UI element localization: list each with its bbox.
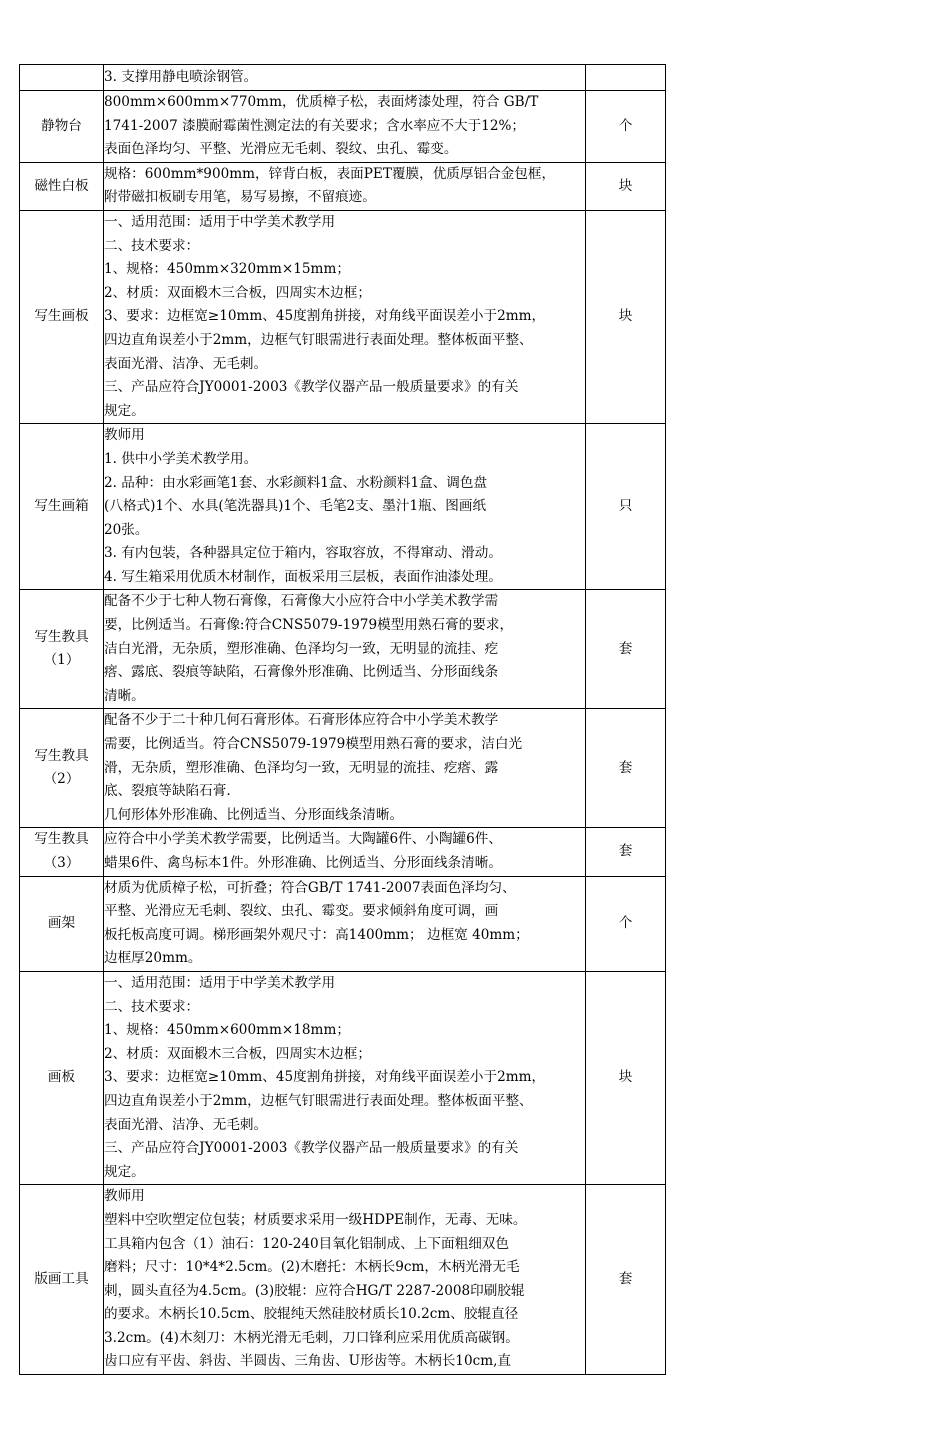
item-spec-cell bbox=[104, 590, 586, 709]
item-name-cell bbox=[20, 971, 104, 1184]
item-name: （2） bbox=[43, 771, 80, 788]
spec-line: 教师用 bbox=[104, 427, 145, 444]
item-unit: 套 bbox=[586, 828, 666, 876]
spec-line: 要，比例适当。石膏像:符合CNS5079-1979模型用熟石膏的要求， bbox=[104, 617, 514, 634]
item-spec-cell bbox=[104, 709, 586, 828]
spec-line: 2. 品种：由水彩画笔1套、水彩颜料1盒、水粉颜料1盒、调色盘 bbox=[104, 474, 488, 491]
spec-line: 4. 写生箱采用优质木材制作，面板采用三层板，表面作油漆处理。 bbox=[104, 568, 502, 585]
table-row bbox=[20, 709, 666, 828]
item-unit: 块 bbox=[586, 162, 666, 210]
spec-line: 洁白光滑，无杂质，塑形准确、色泽均匀一致，无明显的流挂、疙 bbox=[104, 640, 499, 657]
item-unit: 个 bbox=[586, 876, 666, 971]
table-row bbox=[20, 91, 666, 163]
item-name-cell bbox=[20, 876, 104, 971]
item-name-cell bbox=[20, 1185, 104, 1375]
spec-line: 三、产品应符合JY0001-2003《教学仪器产品一般质量要求》的有关 bbox=[104, 1140, 519, 1157]
item-spec-cell bbox=[104, 91, 586, 163]
spec-line: 表面色泽均匀、平整、光滑应无毛刺、裂纹、虫孔、霉变。 bbox=[104, 141, 458, 158]
item-name-cell bbox=[20, 65, 104, 91]
item-name-cell bbox=[20, 91, 104, 163]
item-spec-cell bbox=[104, 162, 586, 210]
spec-line: 教师用 bbox=[104, 1188, 145, 1205]
spec-line: 工具箱内包含（1）油石：120-240目氧化铝制成、上下面粗细双色 bbox=[104, 1235, 509, 1252]
spec-line: 3.2cm。(4)木刻刀：木柄光滑无毛刺，刀口锋利应采用优质高碳钢。 bbox=[104, 1329, 519, 1346]
spec-line: 四边直角误差小于2mm，边框气钉眼需进行表面处理。整体板面平整、 bbox=[104, 331, 533, 348]
table-row bbox=[20, 876, 666, 971]
spec-line: 800mm×600mm×770mm，优质樟子松，表面烤漆处理，符合 GB/T bbox=[104, 94, 539, 110]
spec-line: 齿口应有平齿、斜齿、半圆齿、三角齿、U形齿等。木柄长10cm,直 bbox=[104, 1353, 512, 1370]
spec-line: 规定。 bbox=[104, 1163, 145, 1180]
spec-line: 附带磁扣板刷专用笔，易写易擦，不留痕迹。 bbox=[104, 189, 376, 206]
spec-line: 几何形体外形准确、比例适当、分形面线条清晰。 bbox=[104, 806, 404, 823]
spec-line: 1741-2007 漆膜耐霉菌性测定法的有关要求；含水率应不大于12%； bbox=[104, 117, 525, 134]
item-name: 写生教具 bbox=[34, 747, 89, 764]
item-unit: 套 bbox=[586, 1185, 666, 1375]
item-name: 写生教具 bbox=[34, 831, 89, 848]
spec-line: 需要，比例适当。符合CNS5079-1979模型用熟石膏的要求，洁白光 bbox=[104, 736, 523, 753]
spec-line: 1. 供中小学美术教学用。 bbox=[104, 450, 258, 467]
item-spec-cell bbox=[104, 828, 586, 876]
item-name: （3） bbox=[43, 855, 80, 871]
item-spec-cell bbox=[104, 876, 586, 971]
item-name-cell bbox=[20, 210, 104, 423]
spec-line: 塑料中空吹塑定位包装；材质要求采用一级HDPE制作，无毒、无味。 bbox=[104, 1211, 527, 1228]
spec-line: 规格：600mm*900mm，锌背白板，表面PET覆膜，优质厚铝合金包框， bbox=[104, 165, 556, 182]
table-row bbox=[20, 828, 666, 876]
item-name: 写生画箱 bbox=[34, 498, 89, 515]
spec-line: 1、规格：450mm×600mm×18mm； bbox=[104, 1022, 350, 1039]
spec-line: 3、要求：边框宽≥10mm、45度割角拼接，对角线平面误差小于2mm， bbox=[104, 308, 546, 325]
spec-line: 一、适用范围：适用于中学美术教学用 bbox=[104, 213, 336, 230]
item-unit: 个 bbox=[586, 91, 666, 163]
item-spec-cell bbox=[104, 424, 586, 590]
spec-line: 表面光滑、洁净、无毛刺。 bbox=[104, 355, 268, 372]
table-row bbox=[20, 162, 666, 210]
spec-line: 1、规格：450mm×320mm×15mm； bbox=[104, 261, 350, 278]
spec-line: 滑，无杂质，塑形准确、色泽均匀一致，无明显的流挂、疙瘩、露 bbox=[104, 759, 499, 776]
item-name: （1） bbox=[43, 652, 80, 669]
spec-line: 一、适用范围：适用于中学美术教学用 bbox=[104, 974, 336, 991]
item-name: 写生画板 bbox=[34, 308, 89, 325]
spec-line: 二、技术要求： bbox=[104, 998, 200, 1015]
spec-line: 的要求。木柄长10.5cm、胶辊纯天然硅胶材质长10.2cm、胶辊直径 bbox=[104, 1306, 519, 1323]
spec-line: 板托板高度可调。梯形画架外观尺寸：高1400mm； 边框宽 40mm； bbox=[104, 926, 529, 943]
item-name: 写生教具 bbox=[34, 628, 89, 645]
item-name-cell bbox=[20, 590, 104, 709]
item-name: 静物台 bbox=[41, 117, 82, 134]
table-row bbox=[20, 65, 666, 91]
item-unit: 块 bbox=[586, 210, 666, 423]
spec-line: 蜡果6件、禽鸟标本1件。外形准确、比例适当、分形面线条清晰。 bbox=[104, 855, 502, 871]
spec-line: 配备不少于二十种几何石膏形体。石膏形体应符合中小学美术教学 bbox=[104, 712, 499, 729]
spec-line: 2、材质：双面椴木三合板，四周实木边框； bbox=[104, 1045, 371, 1062]
table-row bbox=[20, 1185, 666, 1375]
spec-line: 应符合中小学美术教学需要，比例适当。大陶罐6件、小陶罐6件、 bbox=[104, 831, 502, 848]
spec-line: 四边直角误差小于2mm，边框气钉眼需进行表面处理。整体板面平整、 bbox=[104, 1092, 533, 1109]
item-unit bbox=[586, 65, 666, 91]
item-unit: 只 bbox=[586, 424, 666, 590]
item-name: 版画工具 bbox=[34, 1270, 89, 1287]
item-name-cell bbox=[20, 828, 104, 876]
table-row bbox=[20, 210, 666, 423]
item-name-cell bbox=[20, 162, 104, 210]
item-spec-cell bbox=[104, 210, 586, 423]
spec-line: 2、材质：双面椴木三合板，四周实木边框； bbox=[104, 284, 371, 301]
spec-line: 3. 支撑用静电喷涂钢管。 bbox=[104, 68, 258, 85]
spec-line: (八格式)1个、水具(笔洗器具)1个、毛笔2支、墨汁1瓶、图画纸 bbox=[104, 498, 487, 515]
item-spec-cell bbox=[104, 65, 586, 91]
item-unit: 块 bbox=[586, 971, 666, 1184]
item-name: 画板 bbox=[47, 1069, 76, 1086]
item-unit: 套 bbox=[586, 709, 666, 828]
spec-line: 平整、光滑应无毛刺、裂纹、虫孔、霉变。要求倾斜角度可调，画 bbox=[104, 903, 499, 920]
equipment-spec-table bbox=[19, 64, 666, 1375]
spec-line: 二、技术要求： bbox=[104, 237, 200, 254]
spec-line: 刺，圆头直径为4.5cm。(3)胶辊：应符合HG/T 2287-2008印刷胶辊 bbox=[104, 1282, 525, 1299]
spec-line: 规定。 bbox=[104, 402, 145, 419]
spec-line: 3. 有内包装，各种器具定位于箱内，容取容放，不得窜动、滑动。 bbox=[104, 545, 502, 562]
spec-line: 瘩、露底、裂痕等缺陷，石膏像外形准确、比例适当、分形面线条 bbox=[104, 664, 499, 681]
spec-line: 表面光滑、洁净、无毛刺。 bbox=[104, 1116, 268, 1133]
table-row bbox=[20, 590, 666, 709]
item-name-cell bbox=[20, 424, 104, 590]
spec-line: 底、裂痕等缺陷石膏. bbox=[104, 783, 231, 800]
item-name-cell bbox=[20, 709, 104, 828]
spec-line: 边框厚20mm。 bbox=[104, 950, 202, 967]
spec-line: 磨料；尺寸：10*4*2.5cm。(2)木磨托：木柄长9cm，木柄光滑无毛 bbox=[104, 1259, 520, 1276]
table-row bbox=[20, 424, 666, 590]
table-row bbox=[20, 971, 666, 1184]
item-spec-cell bbox=[104, 971, 586, 1184]
item-unit: 套 bbox=[586, 590, 666, 709]
spec-line: 三、产品应符合JY0001-2003《教学仪器产品一般质量要求》的有关 bbox=[104, 379, 519, 396]
item-spec-cell bbox=[104, 1185, 586, 1375]
spec-line: 材质为优质樟子松，可折叠；符合GB/T 1741-2007表面色泽均匀、 bbox=[104, 879, 516, 896]
spec-line: 20张。 bbox=[104, 521, 149, 538]
item-name: 磁性白板 bbox=[34, 177, 89, 194]
spec-line: 清晰。 bbox=[104, 687, 145, 704]
spec-line: 3、要求：边框宽≥10mm、45度割角拼接，对角线平面误差小于2mm， bbox=[104, 1069, 546, 1086]
spec-line: 配备不少于七种人物石膏像，石膏像大小应符合中小学美术教学需 bbox=[104, 593, 499, 610]
item-name: 画架 bbox=[47, 914, 76, 931]
